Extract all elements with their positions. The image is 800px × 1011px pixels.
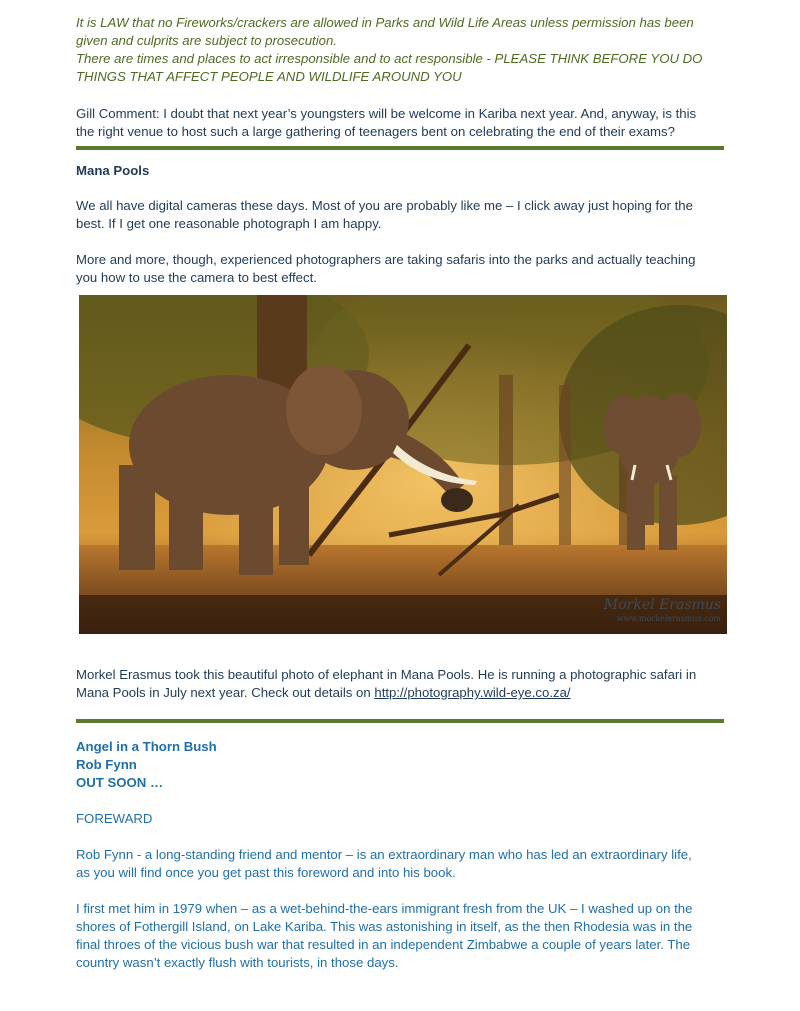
comment-line-2: the right venue to host such a large gathering of teenagers bent on celebrating the end of their exams? <box>76 124 675 139</box>
law-line-2: given and culprits are subject to prosecution. <box>76 33 337 48</box>
photo-caption-line-1: Morkel Erasmus took this beautiful photo of elephant in Mana Pools. He is running a photographic safari in <box>76 667 697 682</box>
foreward-p1-line-2: as you will find once you get past this foreword and into his book. <box>76 865 456 880</box>
foreward-p2-line-1: I first met him in 1979 when – as a wet-behind-the-ears immigrant fresh from the UK – I washed up on the <box>76 901 693 916</box>
book-title: Angel in a Thorn Bush <box>76 739 217 754</box>
elephant-photo <box>79 295 727 634</box>
comment-line-1: Gill Comment: I doubt that next year’s youngsters will be welcome in Kariba next year. And, anyway, is this <box>76 106 697 121</box>
section-heading-mana-pools: Mana Pools <box>76 163 150 178</box>
section-divider <box>76 146 724 150</box>
law-line-3: There are times and places to act irresponsible and to act responsible - PLEASE THINK BEFORE YOU DO <box>76 51 703 66</box>
foreward-p1-line-1: Rob Fynn - a long-standing friend and mentor – is an extraordinary man who has led an extraordinary life, <box>76 847 692 862</box>
mana-para2-line-2: you how to use the camera to best effect. <box>76 270 317 285</box>
section-divider <box>76 719 724 723</box>
law-line-4: THINGS THAT AFFECT PEOPLE AND WILDLIFE AROUND YOU <box>76 69 462 84</box>
law-line-1: It is LAW that no Fireworks/crackers are allowed in Parks and Wild Life Areas unless permission has been <box>76 15 694 30</box>
foreward-p2-line-4: country wasn’t exactly flush with tourists, in those days. <box>76 955 399 970</box>
book-author: Rob Fynn <box>76 757 137 772</box>
safari-link[interactable]: http://photography.wild-eye.co.za/ <box>374 685 571 700</box>
foreward-p2-line-3: final throes of the vicious bush war that resulted in an independent Zimbabwe a couple of years later. The <box>76 937 691 952</box>
foreward-p2-line-2: shores of Fothergill Island, on Lake Kariba. This was astonishing in itself, as the then Rhodesia was in the <box>76 919 693 934</box>
book-status: OUT SOON … <box>76 775 164 790</box>
mana-para1-line-2: best. If I get one reasonable photograph I am happy. <box>76 216 382 231</box>
mana-para2-line-1: More and more, though, experienced photographers are taking safaris into the parks and actually teaching <box>76 252 696 267</box>
photo-caption-line-2: Mana Pools in July next year. Check out details on http://photography.wild-eye.co.za/ <box>76 685 571 700</box>
mana-para1-line-1: We all have digital cameras these days. Most of you are probably like me – I click away just hoping for the <box>76 198 693 213</box>
foreward-heading: FOREWARD <box>76 811 153 826</box>
photo-watermark: Morkel Erasmus www.morkelerasmus.com <box>603 597 721 623</box>
